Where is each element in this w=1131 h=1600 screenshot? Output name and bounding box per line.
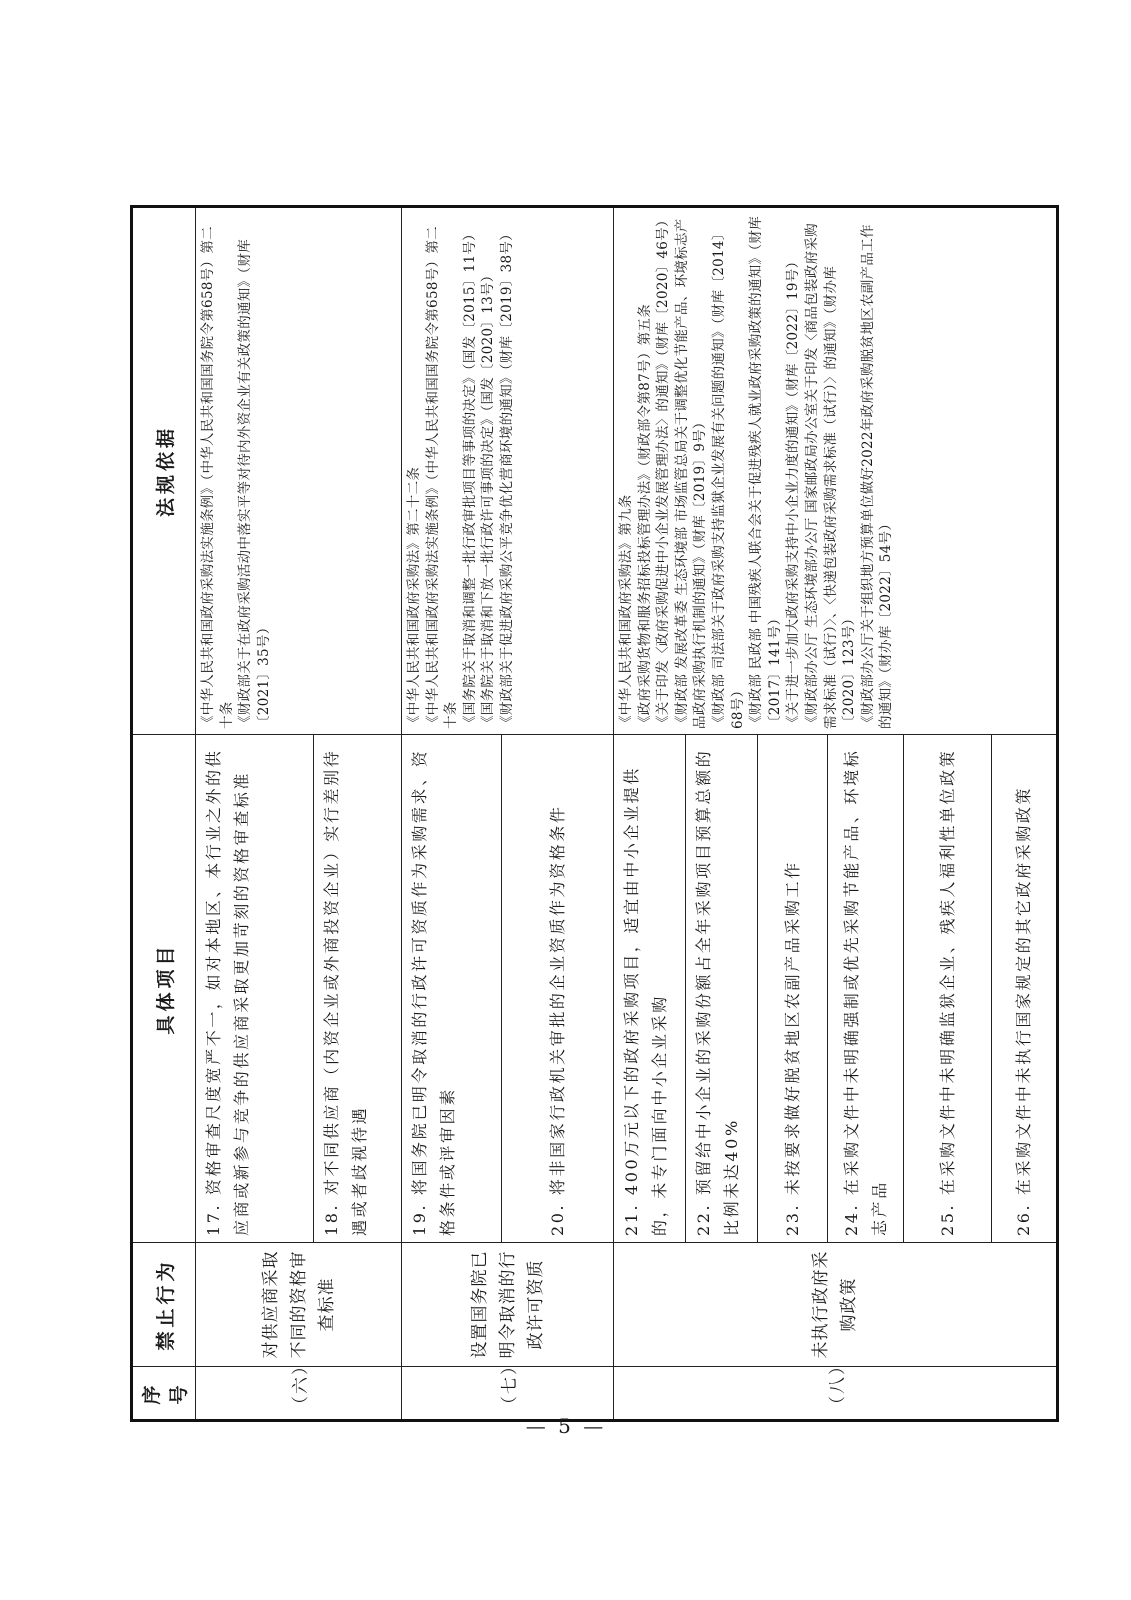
item-cell: 20. 将非国家行政机关审批的企业资质作为资格条件 [502, 735, 614, 1243]
basis-line: 《财政部 发展改革委 生态环境部 市场监管总局关于调整优化节能产品、环境标志产品政府采购执行机制的通知》（财库〔2019〕9号） [673, 218, 709, 729]
item-cell: 22. 预留给中小企业的采购份额占全年采购项目预算总额的比例未达40% [686, 735, 758, 1243]
item-cell: 24. 在采购文件中未明确强制或优先采购节能产品、环境标志产品 [828, 735, 904, 1243]
basis-cell [614, 207, 1058, 735]
basis-line: 《关于进一步加大政府采购支持中小企业力度的通知》（财库〔2022〕19号） [785, 254, 802, 729]
basis-line: 《财政部 司法部关于政府采购支持监狱企业发展有关问题的通知》（财库〔2014〕68号） [710, 226, 746, 729]
item-cell: 25. 在采购文件中未明确监狱企业、残疾人福利性单位政策 [904, 735, 992, 1243]
table-row [614, 207, 686, 1421]
table-header-row [132, 207, 196, 1421]
item-cell: 26. 在采购文件中未执行国家规定的其它政府采购政策 [992, 735, 1058, 1243]
behavior-cell: 对供应商采取不同的资格审查标准 [196, 1243, 402, 1367]
item-cell: 17. 资格审查尺度宽严不一，如对本地区、本行业之外的供应商或新参与竞争的供应商采取更加苛刻的资格审查标准 [196, 735, 314, 1243]
behavior-cell: 未执行政府采购政策 [614, 1243, 1058, 1367]
basis-line: 《关于印发〈政府采购促进中小企业发展管理办法〉的通知》（财库〔2020〕46号） [655, 213, 672, 729]
header-behavior: 禁止行为 [132, 1243, 196, 1367]
table-row [196, 207, 314, 1421]
basis-line: 《国务院关于取消和调整一批行政审批项目等事项的决定》（国发〔2015〕11号） [461, 227, 478, 729]
header-basis: 法规依据 [132, 207, 196, 735]
header-seq: 序号 [132, 1367, 196, 1421]
basis-line: 《中华人民共和国政府采购法》第二十二条 [406, 466, 422, 729]
basis-line: 《财政部关于在政府采购活动中落实平等对待内外资企业有关政策的通知》（财库〔2021〕35号） [237, 238, 272, 729]
basis-line: 《财政部办公厅 生态环境部办公厅 国家邮政局办公室关于印发〈商品包装政府采购需求标准（试行）〉、〈快递包装政府采购需求标准（试行）〉的通知》（财办库〔2020〕123号） [803, 223, 858, 729]
basis-line: 《财政部 民政部 中国残疾人联合会关于促进残疾人就业政府采购政策的通知》（财库〔2017〕141号） [748, 215, 783, 729]
basis-cell [402, 207, 614, 735]
seq-cell: （七） [402, 1367, 614, 1421]
basis-cell [196, 207, 402, 735]
page-number: — 5 — [525, 1414, 606, 1438]
seq-cell: （八） [614, 1367, 1058, 1421]
item-cell: 18. 对不同供应商（内资企业或外商投资企业）实行差别待遇或者歧视待遇 [314, 735, 402, 1243]
item-cell: 23. 未按要求做好脱贫地区农副产品采购工作 [758, 735, 828, 1243]
basis-line: 《财政部关于促进政府采购公平竞争优化营商环境的通知》（财库〔2019〕38号） [498, 227, 515, 729]
basis-line: 《财政部办公厅关于组织地方预算单位做好2022年政府采购脱贫地区农副产品工作的通知》（财办库〔2022〕54号） [859, 224, 895, 729]
seq-cell: （六） [196, 1367, 402, 1421]
item-cell: 21. 400万元以下的政府采购项目，适宜由中小企业提供的，未专门面向中小企业采购 [614, 735, 686, 1243]
basis-line: 《中华人民共和国政府采购法》第九条 [618, 494, 634, 729]
basis-line: 《中华人民共和国政府采购法实施条例》（中华人民共和国国务院令第658号）第二十条 [424, 226, 460, 729]
prohibited-behaviors-table [130, 205, 1059, 1422]
table-row [402, 207, 502, 1421]
basis-line: 《中华人民共和国政府采购法实施条例》（中华人民共和国国务院令第658号）第二十条 [200, 226, 235, 729]
header-item: 具体项目 [132, 735, 196, 1243]
basis-line: 《政府采购货物和服务招标投标管理办法》（财政部令第87号）第五条 [636, 303, 653, 729]
item-cell: 19. 将国务院已明令取消的行政许可资质作为采购需求、资格条件或评审因素 [402, 735, 502, 1243]
behavior-cell: 设置国务院已明令取消的行政许可资质 [402, 1243, 614, 1367]
basis-line: 《国务院关于取消和下放一批行政许可事项的决定》（国发〔2020〕13号） [480, 268, 497, 729]
